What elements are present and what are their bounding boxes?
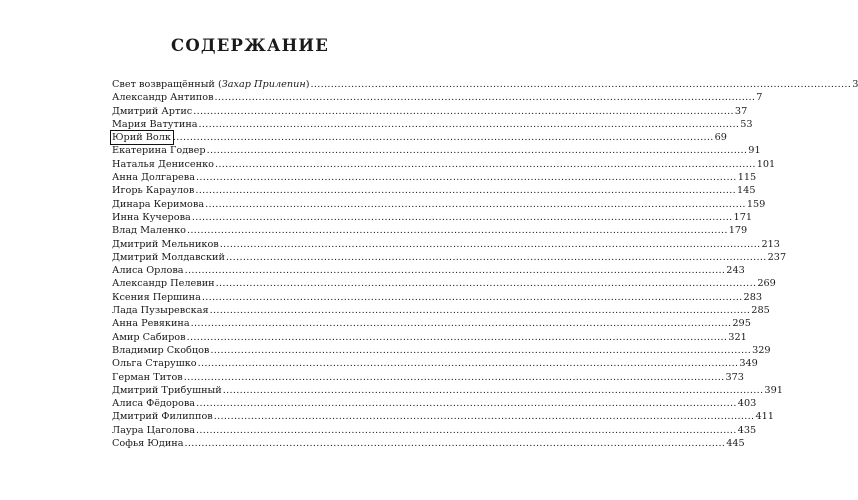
dot-leader: ................................................................................................................................................................ [195, 172, 737, 184]
dot-leader: ................................................................................................................................................................ [186, 331, 728, 343]
toc-page-number: 179 [728, 225, 748, 237]
toc-entry[interactable] [112, 105, 748, 118]
toc-entry-title [112, 264, 185, 277]
toc-entry-title [112, 371, 184, 384]
toc-entry-author: Ксения Першина [112, 291, 201, 303]
toc-entry-title [112, 198, 205, 211]
dot-leader: ................................................................................................................................................................ [184, 438, 726, 450]
toc-entry[interactable] [112, 264, 745, 277]
toc-entry-title [112, 397, 196, 410]
toc-entry-title [112, 158, 215, 171]
toc-page-number: 349 [739, 358, 758, 370]
dot-leader: ................................................................................................................................................................ [215, 278, 757, 290]
toc-page-number: 145 [737, 185, 756, 197]
toc-page-number: 3 [852, 79, 858, 90]
dot-leader: ................................................................................................................................................................ [222, 384, 764, 396]
toc-entry[interactable] [112, 371, 744, 384]
toc-entry[interactable] [112, 144, 761, 157]
toc-entry[interactable] [112, 357, 758, 370]
dot-leader: ................................................................................................................................................................ [183, 371, 725, 383]
toc-entry[interactable] [112, 317, 751, 330]
toc-entry[interactable] [112, 224, 748, 237]
toc-entry-author: Лаура Цаголова [112, 424, 195, 436]
toc-entry-author: Дмитрий Мельников [112, 238, 219, 250]
dot-leader: ................................................................................................................................................................ [206, 145, 748, 157]
toc-entry-author: Дмитрий Филиппов [112, 411, 213, 423]
toc-page-number: 445 [726, 438, 745, 450]
toc-entry[interactable] [112, 78, 858, 91]
toc-entry[interactable] [112, 277, 776, 290]
toc-entry-author: Ольга Старушко [112, 358, 197, 370]
dot-leader: ................................................................................................................................................................ [214, 92, 756, 104]
toc-entry-title [112, 357, 198, 370]
toc-page-number: 295 [732, 318, 751, 330]
toc-entry[interactable] [112, 304, 770, 317]
toc-page-number: 283 [743, 291, 763, 303]
toc-entry[interactable] [112, 424, 757, 437]
toc-entry-author: Дмитрий Трибушный [112, 384, 222, 396]
dot-leader: ................................................................................................................................................................ [201, 291, 743, 303]
dot-leader: ................................................................................................................................................................ [195, 185, 737, 197]
toc-entry-author: Герман Титов [112, 371, 183, 383]
toc-entry[interactable] [112, 251, 787, 264]
toc-entry-author: Александр Антипов [112, 92, 214, 104]
dot-leader: ................................................................................................................................................................ [197, 358, 739, 370]
toc-entry[interactable] [112, 397, 757, 410]
toc-page-number: 91 [748, 145, 761, 157]
toc-entry-author: Дмитрий Артис [112, 105, 193, 117]
toc-entry-title [112, 304, 210, 317]
toc-entry-title [112, 211, 192, 224]
toc-entry-title [112, 317, 191, 330]
table-of-contents [112, 78, 858, 450]
toc-page-number: 69 [714, 132, 727, 144]
toc-page-number: 101 [756, 158, 776, 170]
toc-entry-title [112, 251, 226, 264]
dot-leader: ................................................................................................................................................................ [172, 132, 714, 144]
toc-page-number: 391 [764, 384, 783, 396]
dot-leader: ................................................................................................................................................................ [191, 211, 733, 223]
toc-entry[interactable] [112, 384, 783, 397]
toc-entry-title [112, 144, 207, 157]
toc-entry-title [112, 437, 185, 450]
toc-entry-author: Инна Кучерова [112, 211, 191, 223]
toc-entry[interactable] [112, 238, 780, 251]
toc-entry-author: Мария Ватутина [112, 118, 198, 130]
toc-entry-author: Алиса Орлова [112, 265, 184, 277]
page-title: СОДЕРЖАНИЕ [170, 36, 329, 55]
toc-page-number: 285 [751, 305, 770, 317]
dot-leader: ................................................................................................................................................................ [190, 318, 732, 330]
toc-entry-author: Александр Пелевин [112, 278, 215, 290]
toc-entry-title [112, 410, 214, 423]
toc-entry[interactable] [112, 184, 756, 197]
toc-entry-title [112, 331, 187, 344]
dot-leader: ................................................................................................................................................................ [209, 305, 751, 317]
toc-page-number: 213 [761, 238, 780, 250]
dot-leader: ................................................................................................................................................................ [215, 158, 756, 170]
toc-entry-title [112, 184, 195, 197]
dot-leader: ................................................................................................................................................................ [213, 411, 755, 423]
dot-leader: ................................................................................................................................................................ [310, 79, 852, 90]
toc-entry[interactable] [112, 331, 747, 344]
toc-entry-author: Анна Ревякина [112, 318, 190, 330]
toc-entry-title [112, 118, 199, 131]
toc-page-number: 373 [725, 371, 744, 383]
toc-page-number: 37 [734, 105, 748, 117]
toc-entry-author: Лада Пузыревская [112, 305, 209, 317]
toc-entry-title [112, 277, 216, 290]
toc-entry-title [112, 384, 223, 397]
toc-page-number: 321 [728, 331, 747, 343]
dot-leader: ................................................................................................................................................................ [193, 105, 734, 117]
toc-entry[interactable] [112, 131, 727, 144]
dot-leader: ................................................................................................................................................................ [187, 225, 728, 237]
toc-entry-author: Анна Долгарева [112, 172, 195, 184]
dot-leader: ................................................................................................................................................................ [195, 424, 737, 436]
toc-page-number: 171 [733, 211, 753, 223]
dot-leader: ................................................................................................................................................................ [198, 118, 740, 130]
toc-entry[interactable] [112, 91, 763, 104]
toc-entry-author: Амир Сабиров [112, 331, 186, 343]
dot-leader: ................................................................................................................................................................ [210, 344, 752, 356]
toc-entry-author: Наталья Денисенко [112, 158, 215, 170]
dot-leader: ................................................................................................................................................................ [205, 198, 746, 210]
toc-entry[interactable] [112, 344, 771, 357]
toc-entry-author: Игорь Караулов [112, 185, 195, 197]
toc-entry[interactable] [112, 211, 753, 224]
toc-entry-author: Влад Маленко [112, 225, 187, 237]
toc-entry-author: Юрий Волк [112, 132, 171, 144]
toc-page-number: 243 [726, 265, 745, 277]
toc-page-number: 7 [756, 92, 763, 104]
toc-entry-editor: Захар Прилепин [221, 79, 306, 90]
dot-leader: ................................................................................................................................................................ [196, 398, 737, 410]
toc-entry-paren: ) [305, 79, 310, 90]
toc-entry[interactable] [112, 171, 757, 184]
toc-entry-author: Алиса Фёдорова [112, 398, 196, 410]
toc-page-number: 329 [752, 344, 771, 356]
toc-entry-title [112, 344, 210, 357]
toc-entry[interactable] [112, 198, 766, 211]
toc-page-number: 269 [757, 278, 776, 290]
toc-entry-author: Дмитрий Молдавский [112, 251, 225, 263]
toc-entry-title [111, 131, 173, 144]
toc-entry[interactable] [112, 118, 753, 131]
toc-page-number: 237 [767, 251, 787, 263]
toc-entry-title [112, 291, 202, 304]
toc-entry-title [112, 171, 196, 184]
toc-page-number: 159 [746, 198, 766, 210]
toc-page-number: 411 [755, 411, 774, 423]
toc-entry[interactable] [112, 291, 763, 304]
toc-entry-title [112, 78, 310, 91]
toc-page-number: 53 [740, 118, 753, 130]
toc-entry[interactable] [112, 437, 745, 450]
toc-entry-title [112, 91, 215, 104]
toc-entry-author: Динара Керимова [112, 198, 205, 210]
toc-entry[interactable] [112, 410, 774, 423]
toc-entry-author: Екатерина Годвер [112, 145, 206, 157]
toc-entry-author: Софья Юдина [112, 438, 184, 450]
toc-entry-author: Свет возвращённый ( [112, 79, 222, 90]
toc-entry-title [112, 105, 193, 118]
dot-leader: ................................................................................................................................................................ [184, 265, 726, 277]
toc-page-number: 403 [737, 398, 757, 410]
toc-entry-title [112, 224, 187, 237]
toc-page-number: 115 [737, 172, 757, 184]
toc-entry-title [112, 424, 196, 437]
toc-entry-author: Владимир Скобцов [112, 344, 210, 356]
dot-leader: ................................................................................................................................................................ [225, 251, 767, 263]
toc-page-number: 435 [737, 424, 757, 436]
toc-entry-title [112, 238, 220, 251]
dot-leader: ................................................................................................................................................................ [219, 238, 761, 250]
toc-entry[interactable] [112, 158, 776, 171]
